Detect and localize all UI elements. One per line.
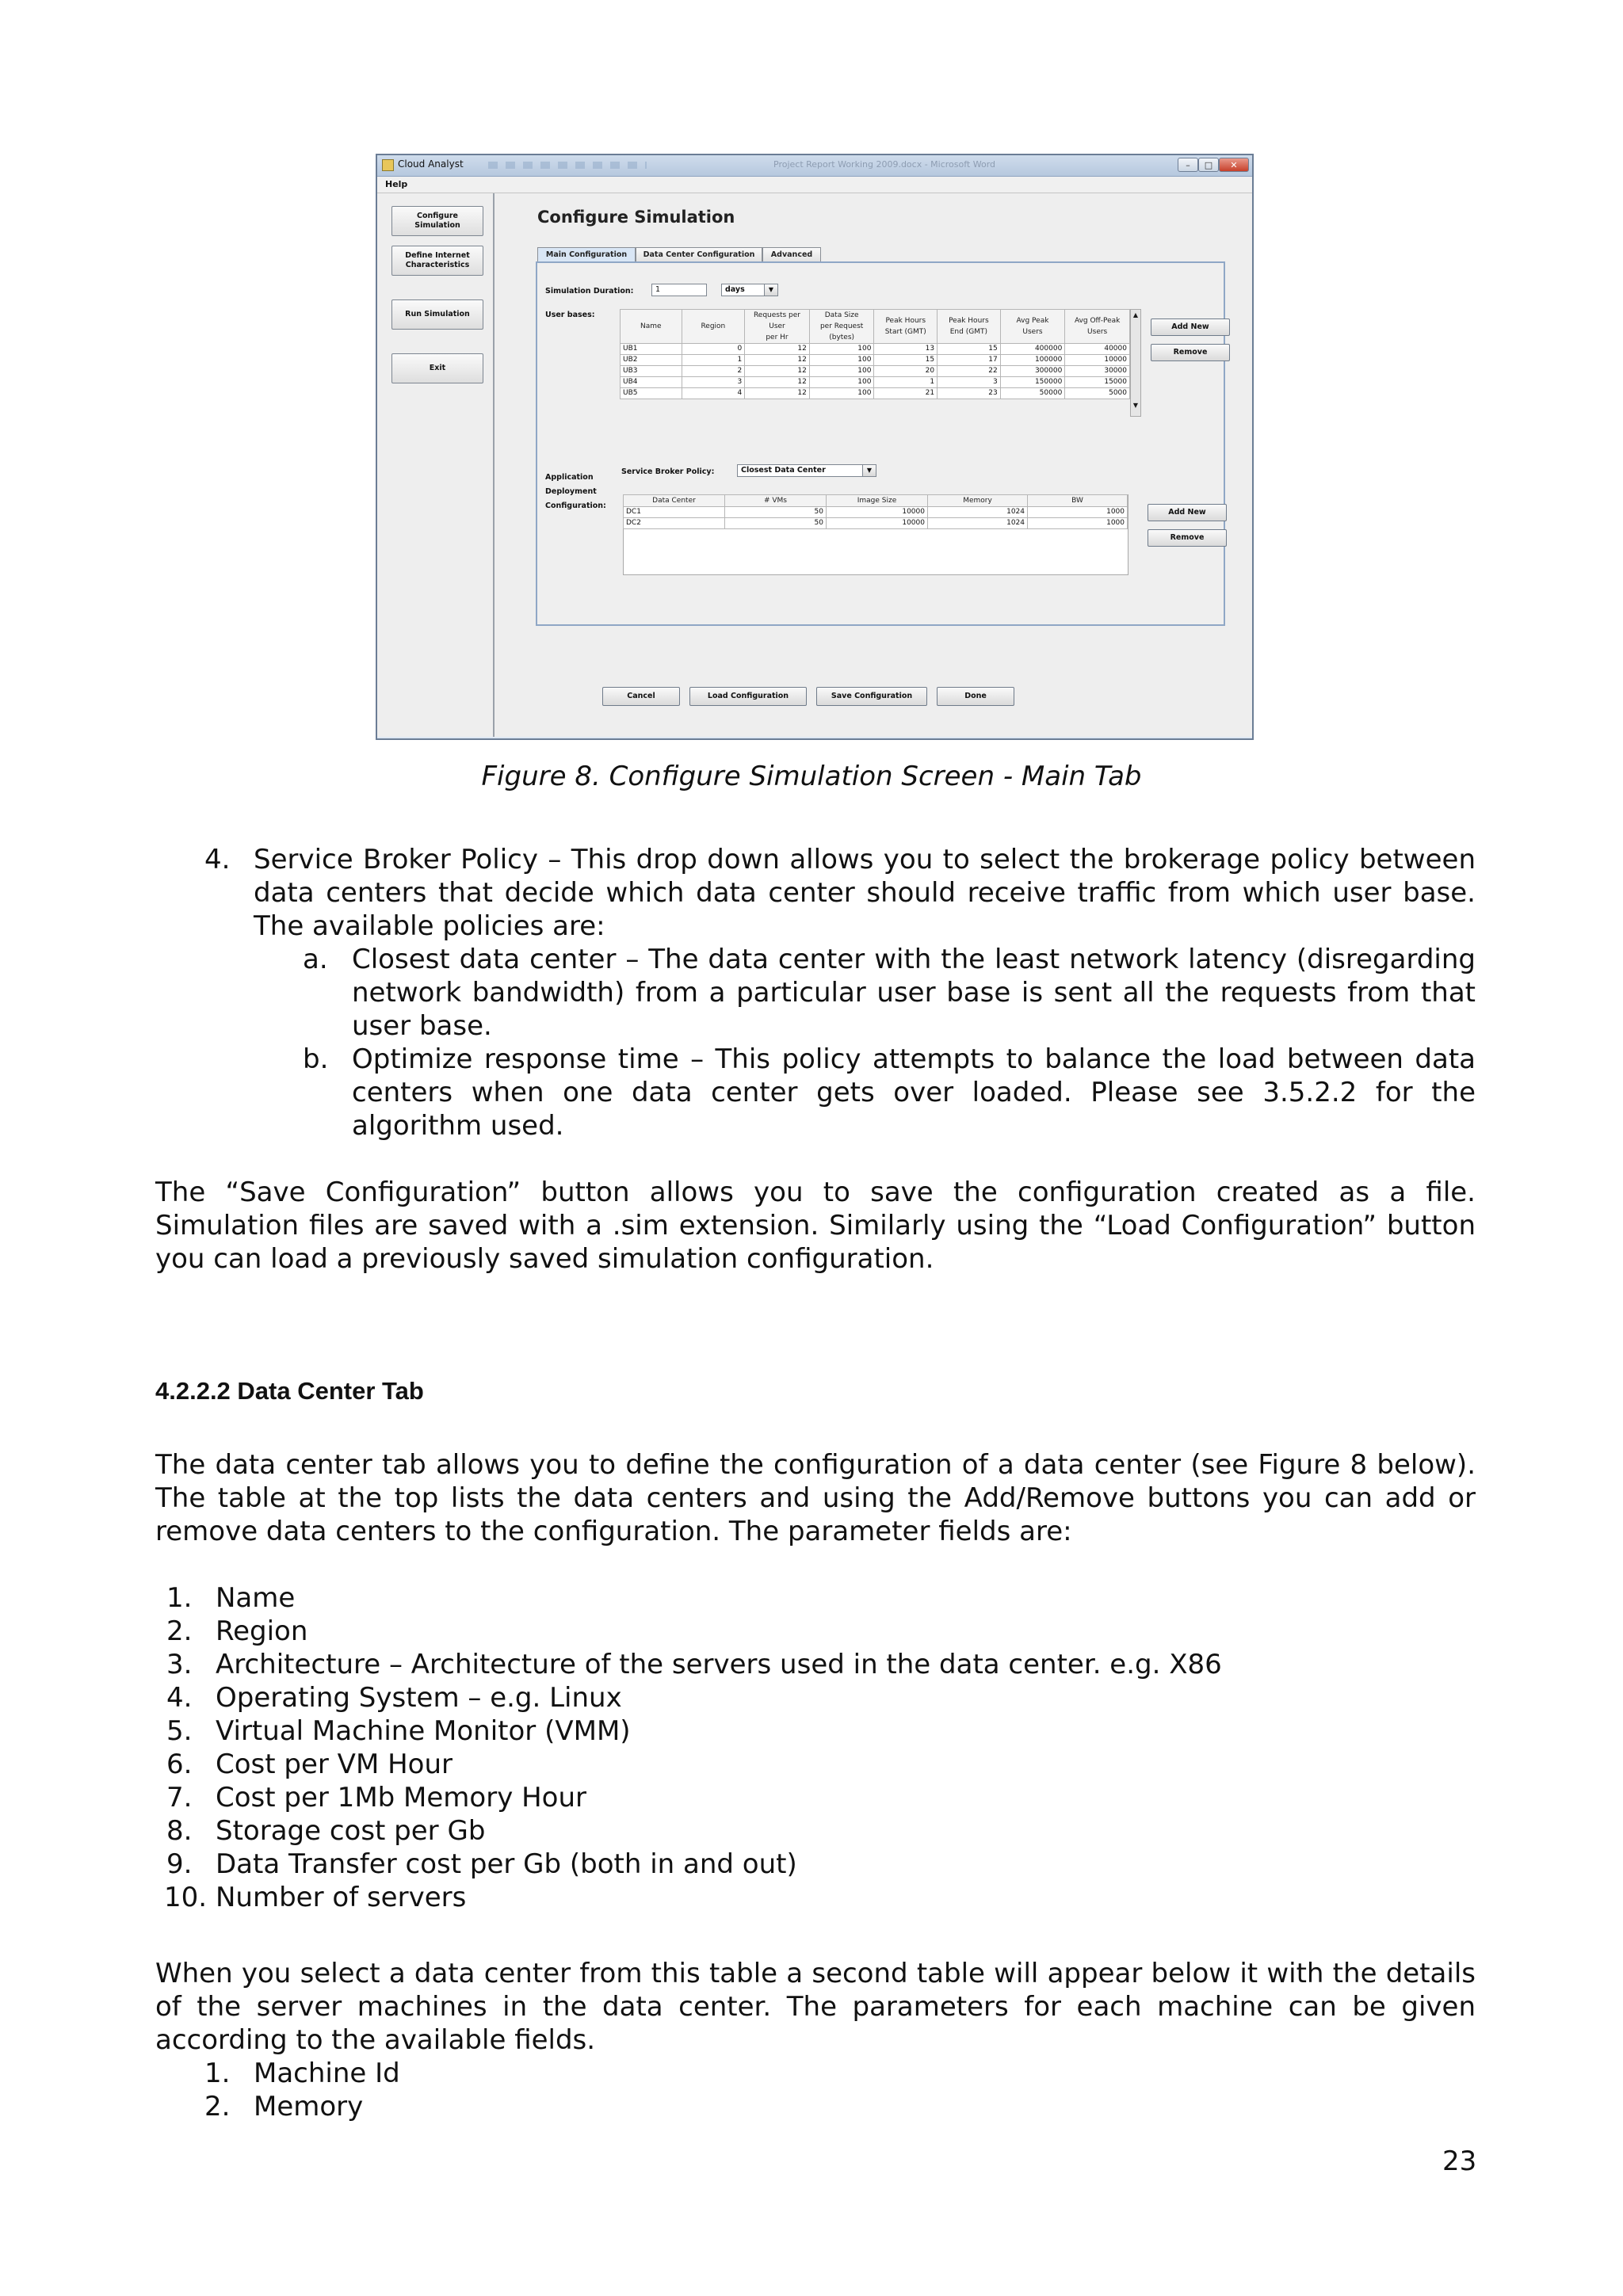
chevron-down-icon: ▼ bbox=[764, 284, 777, 296]
tab-advanced[interactable]: Advanced bbox=[762, 247, 821, 261]
list-text: Cost per 1Mb Memory Hour bbox=[216, 1782, 587, 1814]
list-text: Architecture – Architecture of the servers used in the data center. e.g. X86 bbox=[216, 1649, 1222, 1680]
table-cell[interactable]: 21 bbox=[874, 388, 938, 399]
list-item bbox=[155, 1615, 1476, 1648]
table-cell[interactable]: 12 bbox=[745, 366, 810, 377]
define-internet-characteristics-button[interactable]: Define Internet Characteristics bbox=[391, 246, 483, 276]
list-item bbox=[155, 1748, 1476, 1781]
cloud-analyst-screenshot bbox=[376, 154, 1254, 740]
list-number: 7. bbox=[166, 1782, 193, 1814]
configure-simulation-pane bbox=[495, 193, 1252, 737]
data-center-tab-paragraph: The data center tab allows you to define the configuration of a data center (see Figure 8 below). The table at the top lists the data centers and using the Add/Remove buttons you can add or remove data centers to the configuration. The parameter fields are: bbox=[155, 1449, 1476, 1547]
table-cell[interactable]: 10000 bbox=[827, 518, 928, 529]
list-text: Number of servers bbox=[216, 1882, 467, 1913]
service-broker-policy-item: Service Broker Policy – This drop down allows you to select the brokerage policy between data centers that decide which data center should receive traffic from which user base. The available policies are: bbox=[254, 844, 1476, 942]
simulation-duration-input[interactable]: 1 bbox=[651, 284, 707, 296]
table-row[interactable] bbox=[624, 507, 1128, 518]
item-number: 4. bbox=[204, 844, 231, 875]
table-cell[interactable]: UB5 bbox=[621, 388, 682, 399]
column-header: Requests per User per Hr bbox=[745, 310, 810, 344]
table-cell[interactable]: 12 bbox=[745, 344, 810, 355]
table-cell[interactable]: 1024 bbox=[928, 518, 1028, 529]
list-text: Storage cost per Gb bbox=[216, 1815, 486, 1847]
save-configuration-paragraph: The “Save Configuration” button allows you to save the configuration created as a file. Simulation files are saved with a .sim extension. Similarly using the “Load Configuration” button you can load a previously saved simulation configuration. bbox=[155, 1177, 1476, 1275]
table-cell[interactable]: 3 bbox=[938, 377, 1001, 388]
add-user-base-button[interactable]: Add New bbox=[1151, 318, 1230, 336]
table-row[interactable] bbox=[621, 388, 1130, 399]
table-cell[interactable]: 100 bbox=[809, 355, 874, 366]
exit-button[interactable]: Exit bbox=[391, 353, 483, 383]
list-number: 4. bbox=[166, 1682, 193, 1714]
table-cell[interactable]: 100 bbox=[809, 388, 874, 399]
quick-access-toolbar bbox=[488, 162, 647, 169]
table-cell[interactable]: 50000 bbox=[1000, 388, 1065, 399]
table-cell[interactable]: 15 bbox=[938, 344, 1001, 355]
column-header: Avg Off-Peak Users bbox=[1065, 310, 1130, 344]
list-text: Memory bbox=[254, 2091, 364, 2122]
list-number: 10. bbox=[164, 1882, 208, 1913]
close-icon[interactable]: ✕ bbox=[1219, 158, 1249, 172]
load-configuration-button[interactable]: Load Configuration bbox=[689, 687, 807, 706]
table-cell[interactable]: 3 bbox=[682, 377, 745, 388]
service-broker-policy-select[interactable]: Closest Data Center ▼ bbox=[737, 464, 876, 477]
add-data-center-button[interactable]: Add New bbox=[1148, 504, 1227, 521]
tab-data-center-configuration[interactable]: Data Center Configuration bbox=[636, 247, 762, 261]
machine-fields-list bbox=[204, 2057, 1472, 2123]
list-item bbox=[155, 1581, 1476, 1615]
list-item bbox=[155, 1814, 1476, 1848]
table-cell[interactable]: 100 bbox=[809, 344, 874, 355]
table-cell[interactable]: 5000 bbox=[1065, 388, 1130, 399]
table-cell[interactable]: 100 bbox=[809, 366, 874, 377]
list-text: Operating System – e.g. Linux bbox=[216, 1682, 622, 1714]
list-text: Region bbox=[216, 1615, 308, 1647]
table-cell[interactable]: 23 bbox=[938, 388, 1001, 399]
table-cell[interactable]: 100 bbox=[809, 377, 874, 388]
table-cell[interactable]: 12 bbox=[745, 377, 810, 388]
table-cell[interactable]: UB2 bbox=[621, 355, 682, 366]
table-cell[interactable]: 12 bbox=[745, 355, 810, 366]
column-header: Data Center bbox=[624, 495, 725, 507]
window-title: Cloud Analyst bbox=[398, 158, 464, 170]
table-cell[interactable]: 10000 bbox=[827, 507, 928, 518]
policy-marker: b. bbox=[303, 1043, 329, 1075]
user-bases-scrollbar[interactable] bbox=[1130, 309, 1141, 417]
parameter-fields-list bbox=[155, 1581, 1476, 1914]
list-number: 2. bbox=[204, 2091, 231, 2122]
column-header: Region bbox=[682, 310, 745, 344]
service-broker-policy-label: Service Broker Policy: bbox=[621, 467, 715, 476]
table-cell[interactable]: 0 bbox=[682, 344, 745, 355]
list-number: 6. bbox=[166, 1749, 193, 1780]
table-cell[interactable]: 1024 bbox=[928, 507, 1028, 518]
table-cell[interactable]: UB3 bbox=[621, 366, 682, 377]
policy-closest-data-center: Closest data center – The data center with the least network latency (disregarding network bandwidth) from a particular user base is sent all the requests from that user base. bbox=[352, 944, 1476, 1042]
run-simulation-button[interactable]: Run Simulation bbox=[391, 299, 483, 330]
page-title: Configure Simulation bbox=[537, 208, 735, 227]
table-cell[interactable]: 50 bbox=[725, 518, 827, 529]
table-cell[interactable]: 15000 bbox=[1065, 377, 1130, 388]
done-button[interactable]: Done bbox=[937, 687, 1014, 706]
list-item bbox=[155, 1781, 1476, 1814]
save-configuration-button[interactable]: Save Configuration bbox=[816, 687, 927, 706]
data-center-table bbox=[623, 494, 1128, 529]
table-cell[interactable]: 300000 bbox=[1000, 366, 1065, 377]
table-row[interactable] bbox=[624, 518, 1128, 529]
column-header: # VMs bbox=[725, 495, 827, 507]
table-cell[interactable]: UB1 bbox=[621, 344, 682, 355]
table-cell[interactable]: 15 bbox=[874, 355, 938, 366]
list-number: 9. bbox=[166, 1848, 193, 1880]
minimize-icon[interactable]: – bbox=[1178, 158, 1198, 172]
app-icon bbox=[382, 159, 394, 171]
table-cell[interactable]: 50 bbox=[725, 507, 827, 518]
list-item bbox=[155, 1714, 1476, 1748]
table-cell[interactable]: 40000 bbox=[1065, 344, 1130, 355]
list-number: 2. bbox=[166, 1615, 193, 1647]
table-cell[interactable]: 1 bbox=[682, 355, 745, 366]
table-cell[interactable]: DC1 bbox=[624, 507, 725, 518]
table-cell[interactable]: UB4 bbox=[621, 377, 682, 388]
column-header: Memory bbox=[928, 495, 1028, 507]
list-text: Data Transfer cost per Gb (both in and out) bbox=[216, 1848, 797, 1880]
table-cell[interactable]: DC2 bbox=[624, 518, 725, 529]
list-item bbox=[155, 1648, 1476, 1681]
table-row[interactable] bbox=[621, 366, 1130, 377]
list-item bbox=[204, 2090, 1472, 2123]
table-cell[interactable]: 4 bbox=[682, 388, 745, 399]
figure-caption: Figure 8. Configure Simulation Screen - Main Tab bbox=[481, 761, 1142, 792]
column-header: Peak Hours Start (GMT) bbox=[874, 310, 938, 344]
list-number: 3. bbox=[166, 1649, 193, 1680]
section-heading: 4.2.2.2 Data Center Tab bbox=[155, 1377, 424, 1405]
chevron-down-icon: ▼ bbox=[862, 465, 876, 476]
table-cell[interactable]: 12 bbox=[745, 388, 810, 399]
list-number: 1. bbox=[204, 2058, 231, 2089]
list-item bbox=[204, 2057, 1472, 2090]
table-cell[interactable]: 1 bbox=[874, 377, 938, 388]
menu-help[interactable]: Help bbox=[385, 179, 408, 189]
table-cell[interactable]: 150000 bbox=[1000, 377, 1065, 388]
column-header: Name bbox=[621, 310, 682, 344]
application-deployment-label: Application Deployment Configuration: bbox=[545, 473, 606, 510]
configure-simulation-button[interactable]: Configure Simulation bbox=[391, 206, 483, 236]
list-text: Cost per VM Hour bbox=[216, 1749, 453, 1780]
remove-data-center-button[interactable]: Remove bbox=[1148, 529, 1227, 547]
table-cell[interactable]: 1000 bbox=[1028, 507, 1128, 518]
main-configuration-panel bbox=[536, 261, 1225, 626]
table-cell[interactable]: 1000 bbox=[1028, 518, 1128, 529]
scroll-up-icon[interactable]: ▲ bbox=[1132, 311, 1139, 318]
table-row[interactable] bbox=[621, 344, 1130, 355]
list-text: Machine Id bbox=[254, 2058, 400, 2089]
table-cell[interactable]: 20 bbox=[874, 366, 938, 377]
list-item bbox=[155, 1848, 1476, 1881]
duration-unit-select[interactable]: days ▼ bbox=[721, 284, 778, 296]
table-cell[interactable]: 30000 bbox=[1065, 366, 1130, 377]
cancel-button[interactable]: Cancel bbox=[602, 687, 680, 706]
scroll-down-icon[interactable]: ▼ bbox=[1132, 402, 1139, 409]
tab-main-configuration[interactable]: Main Configuration bbox=[537, 247, 636, 261]
list-text: Virtual Machine Monitor (VMM) bbox=[216, 1715, 631, 1747]
policy-optimize-response-time: Optimize response time – This policy attempts to balance the load between data centers when one data center gets over loaded. Please see 3.5.2.2 for the algorithm used. bbox=[352, 1043, 1476, 1142]
list-number: 8. bbox=[166, 1815, 193, 1847]
table-cell[interactable]: 17 bbox=[938, 355, 1001, 366]
menu-bar bbox=[377, 177, 1252, 193]
list-text: Name bbox=[216, 1582, 296, 1614]
table-cell[interactable]: 2 bbox=[682, 366, 745, 377]
maximize-icon[interactable]: □ bbox=[1198, 158, 1219, 172]
table-cell[interactable]: 100000 bbox=[1000, 355, 1065, 366]
table-cell[interactable]: 10000 bbox=[1065, 355, 1130, 366]
column-header: BW bbox=[1028, 495, 1128, 507]
user-bases-table bbox=[620, 309, 1130, 399]
remove-user-base-button[interactable]: Remove bbox=[1151, 344, 1230, 361]
table-row[interactable] bbox=[621, 355, 1130, 366]
column-header: Data Size per Request (bytes) bbox=[809, 310, 874, 344]
left-nav-panel bbox=[377, 193, 495, 737]
list-item bbox=[155, 1681, 1476, 1714]
policy-marker: a. bbox=[303, 944, 328, 975]
column-header: Avg Peak Users bbox=[1000, 310, 1065, 344]
list-number: 5. bbox=[166, 1715, 193, 1747]
table-row[interactable] bbox=[621, 377, 1130, 388]
table-cell[interactable]: 13 bbox=[874, 344, 938, 355]
list-number: 1. bbox=[166, 1582, 193, 1614]
list-item bbox=[155, 1881, 1476, 1914]
page-number: 23 bbox=[1442, 2145, 1477, 2177]
table-cell[interactable]: 400000 bbox=[1000, 344, 1065, 355]
select-data-center-paragraph: When you select a data center from this table a second table will appear below it with the details of the server machines in the data center. The parameters for each machine can be given according to the available fields. bbox=[155, 1958, 1476, 2056]
column-header: Image Size bbox=[827, 495, 928, 507]
window-titlebar bbox=[377, 155, 1252, 177]
table-cell[interactable]: 22 bbox=[938, 366, 1001, 377]
background-window-title: Project Report Working 2009.docx - Microsoft Word bbox=[773, 159, 996, 170]
user-bases-label: User bases: bbox=[545, 311, 595, 319]
simulation-duration-label: Simulation Duration: bbox=[545, 287, 634, 296]
column-header: Peak Hours End (GMT) bbox=[938, 310, 1001, 344]
